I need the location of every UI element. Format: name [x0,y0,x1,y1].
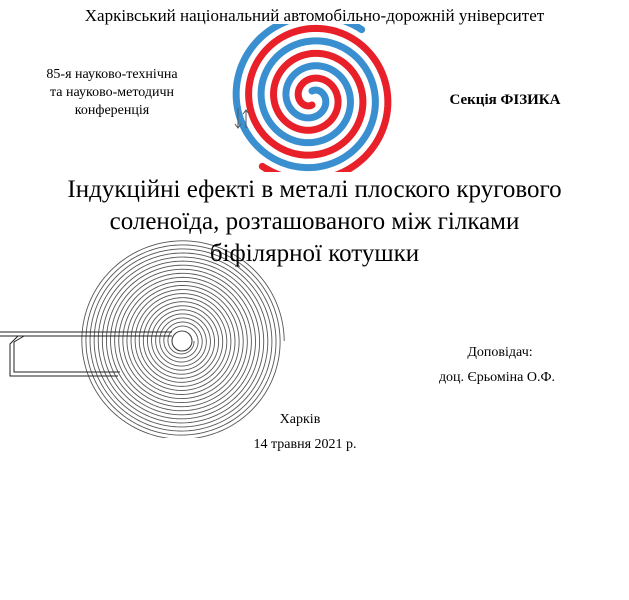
section-label: Секція ФІЗИКА [449,92,561,108]
title-line-2: соленоїда, розташованого між гілками [109,208,520,235]
conference-line-2: та науково-методичн [49,85,175,100]
coil-center-hole [172,331,192,351]
coil-lead-wire [10,336,118,376]
logo-red-arm [249,28,388,172]
title-line-3: біфілярної котушки [209,240,420,267]
conference-info [12,66,212,120]
coil-lead-wire [14,336,120,372]
university-name: Харківський національний автомобільно-дорожній університет [84,6,545,25]
logo-blue-arm [236,24,375,168]
speaker-label: Доповідач: [467,345,533,360]
presentation-title [0,174,629,270]
date: 14 травня 2021 р. [253,437,357,452]
speaker-name: доц. Єрьоміна О.Ф. [438,370,556,385]
bifilar-spiral-logo [226,24,392,172]
conference-line-1: 85-я науково-технічна [46,67,178,82]
conference-line-3: конференція [74,103,150,118]
title-line-1: Індукційні ефекті в металі плоского кругового [67,176,562,203]
city: Харків [279,412,321,427]
